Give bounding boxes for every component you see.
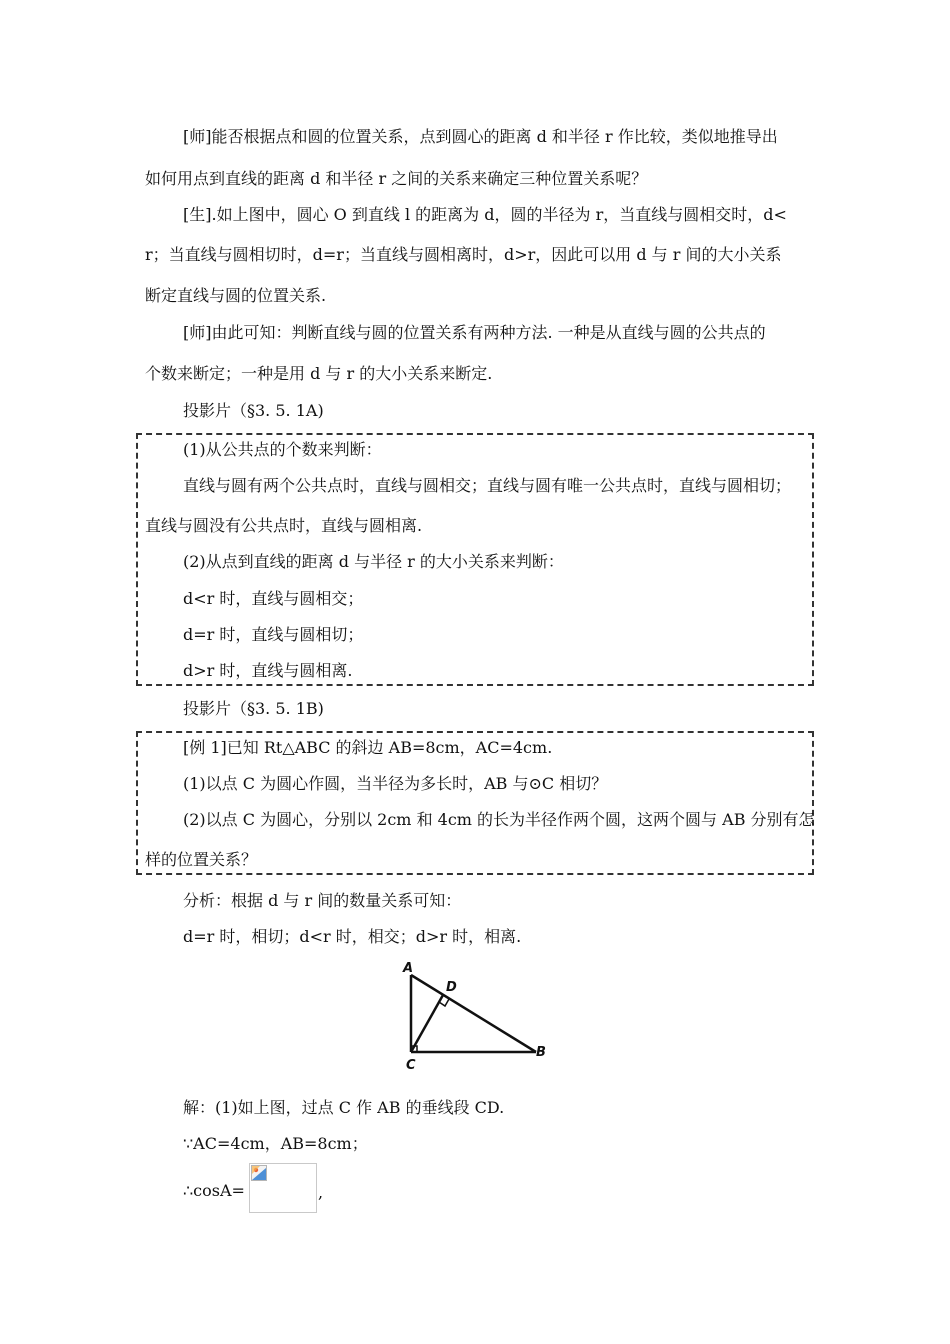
paragraph-teacher-summary-line1: [师]由此可知：判断直线与圆的位置关系有两种方法. 一种是从直线与圆的公共点的 [183, 323, 766, 342]
slide-a-label: 投影片（§3. 5. 1A) [183, 401, 324, 420]
slide-a-line5: d<r 时，直线与圆相交； [183, 589, 364, 608]
paragraph-teacher-summary-line2: 个数来断定；一种是用 d 与 r 的大小关系来断定. [145, 364, 493, 383]
analysis-line2: d=r 时，相切；d<r 时，相交；d>r 时，相离. [183, 927, 522, 946]
solution-line1: 解：(1)如上图，过点 C 作 AB 的垂线段 CD. [183, 1098, 505, 1117]
paragraph-student-answer-line1: [生].如上图中，圆心 O 到直线 l 的距离为 d，圆的半径为 r，当直线与圆相交时，d< [183, 205, 787, 224]
slide-b-line2: (1)以点 C 为圆心作圆，当半径为多长时，AB 与⊙C 相切？ [183, 774, 608, 793]
solution-line3-prefix: ∴cosA= [183, 1181, 245, 1200]
solution-line3-suffix: , [318, 1183, 324, 1202]
triangle-figure [395, 958, 565, 1073]
slide-b-label: 投影片（§3. 5. 1B) [183, 699, 324, 718]
slide-a-line3: 直线与圆没有公共点时，直线与圆相离. [145, 516, 423, 535]
paragraph-student-answer-line2: r；当直线与圆相切时，d=r；当直线与圆相离时，d>r，因此可以用 d 与 r 间的大小关系 [145, 245, 782, 264]
formula-image-placeholder [249, 1163, 317, 1213]
label-c: C [406, 1058, 416, 1073]
slide-a-line4: (2)从点到直线的距离 d 与半径 r 的大小关系来判断： [183, 552, 564, 571]
segment-cd [411, 995, 443, 1052]
paragraph-teacher-question-line2: 如何用点到直线的距离 d 和半径 r 之间的关系来确定三种位置关系呢？ [145, 169, 648, 188]
slide-b-line3: (2)以点 C 为圆心，分别以 2cm 和 4cm 的长为半径作两个圆，这两个圆与 AB 分别有怎 [183, 810, 815, 829]
analysis-line1: 分析：根据 d 与 r 间的数量关系可知： [183, 891, 462, 910]
slide-b-line4: 样的位置关系？ [145, 850, 258, 869]
paragraph-teacher-question-line1: [师]能否根据点和圆的位置关系，点到圆心的距离 d 和半径 r 作比较，类似地推导出 [183, 127, 778, 146]
label-d: D [446, 980, 457, 995]
slide-a-line2: 直线与圆有两个公共点时，直线与圆相交；直线与圆有唯一公共点时，直线与圆相切； [183, 476, 792, 495]
label-b: B [536, 1045, 546, 1060]
slide-a-line1: (1)从公共点的个数来判断： [183, 440, 382, 459]
slide-a-line7: d>r 时，直线与圆相离. [183, 661, 353, 680]
side-ab [411, 975, 536, 1052]
slide-b-line1: [例 1]已知 Rt△ABC 的斜边 AB=8cm，AC=4cm. [183, 738, 553, 757]
paragraph-student-answer-line3: 断定直线与圆的位置关系. [145, 286, 327, 305]
solution-line2: ∵AC=4cm，AB=8cm； [183, 1134, 368, 1153]
slide-a-line6: d=r 时，直线与圆相切； [183, 625, 364, 644]
label-a: A [403, 961, 414, 976]
broken-image-icon [251, 1165, 267, 1181]
